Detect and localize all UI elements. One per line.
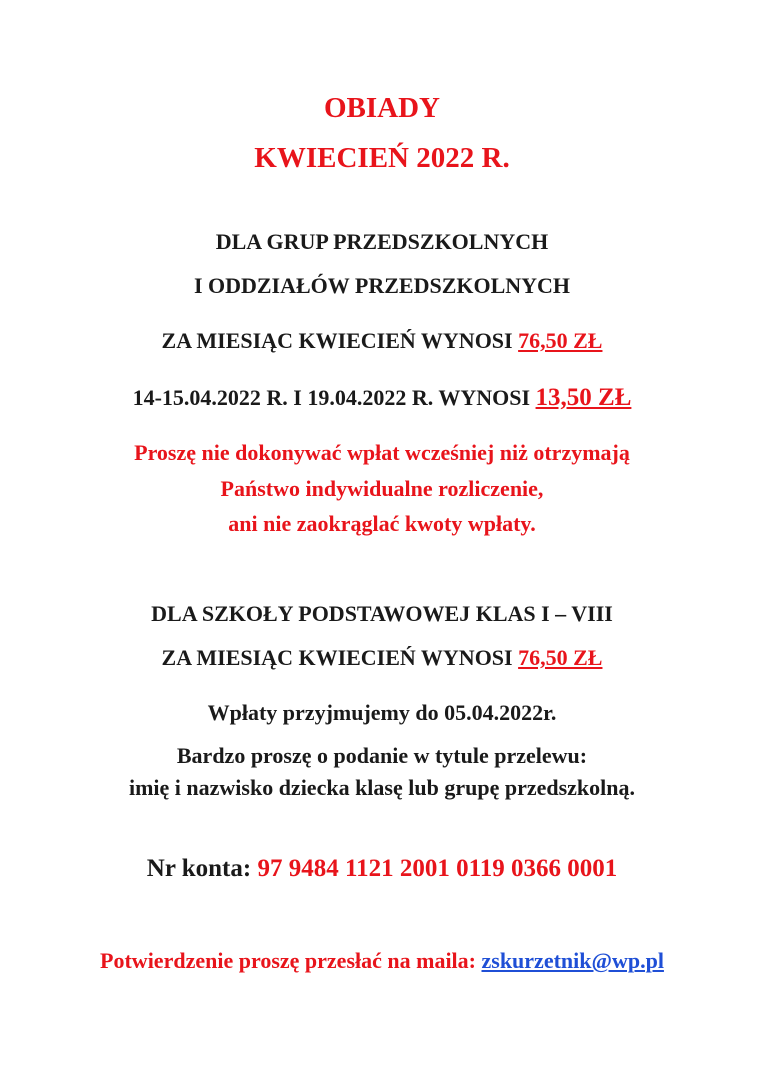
notice-line-1: Proszę nie dokonywać wpłat wcześniej niż otrzymają xyxy=(134,440,630,465)
preschool-month-amount: 76,50 ZŁ xyxy=(518,328,603,353)
preschool-days-fee xyxy=(0,384,764,412)
preschool-month-text: ZA MIESIĄC KWIECIEŃ WYNOSI xyxy=(161,328,519,353)
title-line-2: KWIECIEŃ 2022 R. xyxy=(254,142,510,174)
account-label: Nr konta: xyxy=(146,855,258,882)
email-link[interactable]: zskurzetnik@wp.pl xyxy=(481,948,664,973)
notice-line-3: ani nie zaokrąglać kwoty wpłaty. xyxy=(228,511,536,536)
preschool-days-text: 14-15.04.2022 R. I 19.04.2022 R. WYNOSI xyxy=(132,385,536,410)
instruction-line-2: imię i nazwisko dziecka klasę lub grupę przedszkolną. xyxy=(128,775,636,800)
notice-line-2: Państwo indywidualne rozliczenie, xyxy=(220,476,544,501)
preschool-days-amount: 13,50 ZŁ xyxy=(535,384,632,411)
school-month-fee xyxy=(0,645,764,671)
confirmation-text: Potwierdzenie proszę przesłać na maila: xyxy=(100,948,482,973)
confirmation-line xyxy=(0,948,764,974)
school-heading: DLA SZKOŁY PODSTAWOWEJ KLAS I – VIII xyxy=(151,601,613,626)
bank-account xyxy=(0,855,764,883)
school-month-amount: 76,50 ZŁ xyxy=(518,645,603,670)
payment-deadline: Wpłaty przyjmujemy do 05.04.2022r. xyxy=(207,700,557,725)
account-number: 97 9484 1121 2001 0119 0366 0001 xyxy=(257,855,618,882)
preschool-month-fee xyxy=(0,328,764,354)
preschool-heading-2: I ODDZIAŁÓW PRZEDSZKOLNYCH xyxy=(193,273,571,298)
preschool-heading-1: DLA GRUP PRZEDSZKOLNYCH xyxy=(215,229,549,254)
title-line-1: OBIADY xyxy=(323,92,440,124)
school-month-text: ZA MIESIĄC KWIECIEŃ WYNOSI xyxy=(161,645,519,670)
instruction-line-1: Bardzo proszę o podanie w tytule przelewu: xyxy=(176,743,588,768)
